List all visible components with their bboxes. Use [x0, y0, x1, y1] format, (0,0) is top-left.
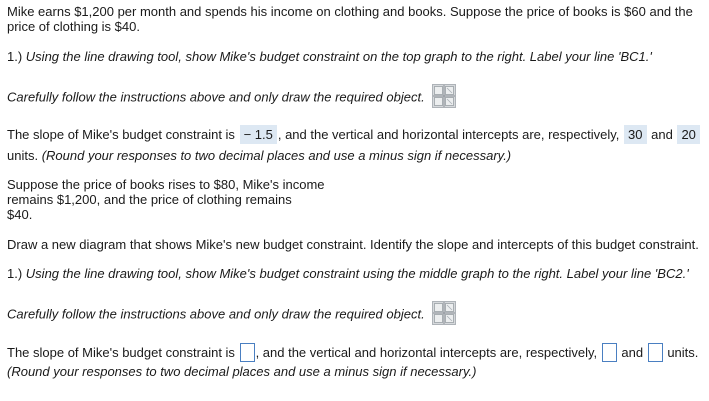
q1-horizontal-intercept-answer[interactable]: 20: [677, 125, 699, 144]
q2-and: and: [621, 345, 644, 360]
careful-note-1-text: Carefully follow the instructions above and only draw the required object.: [7, 89, 425, 105]
part2-instruction-text: Using the line drawing tool, show Mike's budget constraint using the middle graph to the right. Label your line 'BC2.': [25, 266, 689, 281]
question1-slope-line: [7, 125, 701, 144]
q1-slope-answer[interactable]: − 1.5: [240, 125, 277, 144]
q1-vertical-intercept-answer[interactable]: 30: [624, 125, 646, 144]
q2-text-mid: , and the vertical and horizontal intercepts are, respectively,: [255, 345, 598, 360]
q1-units: units.: [7, 148, 39, 163]
intro-text-line1: Mike earns $1,200 per month and spends his income on clothing and books. Suppose the price of books is $60 and the: [7, 4, 693, 19]
q1-round-note: (Round your responses to two decimal places and use a minus sign if necessary.): [41, 148, 512, 163]
q2-units: units.: [667, 345, 699, 360]
part2-instruction: [7, 266, 689, 282]
q2-text-before: The slope of Mike's budget constraint is: [7, 345, 235, 360]
q2-round-note: (Round your responses to two decimal places and use a minus sign if necessary.): [7, 364, 477, 379]
question1-round-line: [7, 148, 511, 164]
careful-note-1: [7, 86, 456, 110]
part1-instruction: [7, 49, 652, 65]
q1-text-before: The slope of Mike's budget constraint is: [7, 127, 235, 142]
new-diagram-instruction: Draw a new diagram that shows Mike's new budget constraint. Identify the slope and intercepts of this budget constraint.: [7, 237, 699, 252]
question2-slope-line: [7, 343, 698, 363]
careful-note-2: [7, 303, 456, 327]
q1-text-mid: , and the vertical and horizontal intercepts are, respectively,: [277, 127, 620, 142]
q2-horizontal-intercept-input[interactable]: [648, 343, 663, 362]
careful-note-2-text: Carefully follow the instructions above and only draw the required object.: [7, 306, 425, 322]
part1-number: 1.): [7, 49, 23, 64]
part2-number: 1.): [7, 266, 23, 281]
q1-and: and: [651, 127, 673, 142]
q2-slope-input[interactable]: [240, 343, 255, 362]
price-change-line3: $40.: [7, 207, 33, 222]
price-change-line2: remains $1,200, and the price of clothing remains: [7, 192, 292, 207]
graph-preview-icon[interactable]: [432, 301, 456, 325]
graph-preview-icon[interactable]: [432, 84, 456, 108]
intro-text-line2: price of clothing is $40.: [7, 19, 140, 34]
part1-instruction-text: Using the line drawing tool, show Mike's budget constraint on the top graph to the right. Label your line 'BC1.': [25, 49, 652, 64]
q2-vertical-intercept-input[interactable]: [602, 343, 617, 362]
price-change-line1: Suppose the price of books rises to $80, Mike's income: [7, 177, 325, 192]
